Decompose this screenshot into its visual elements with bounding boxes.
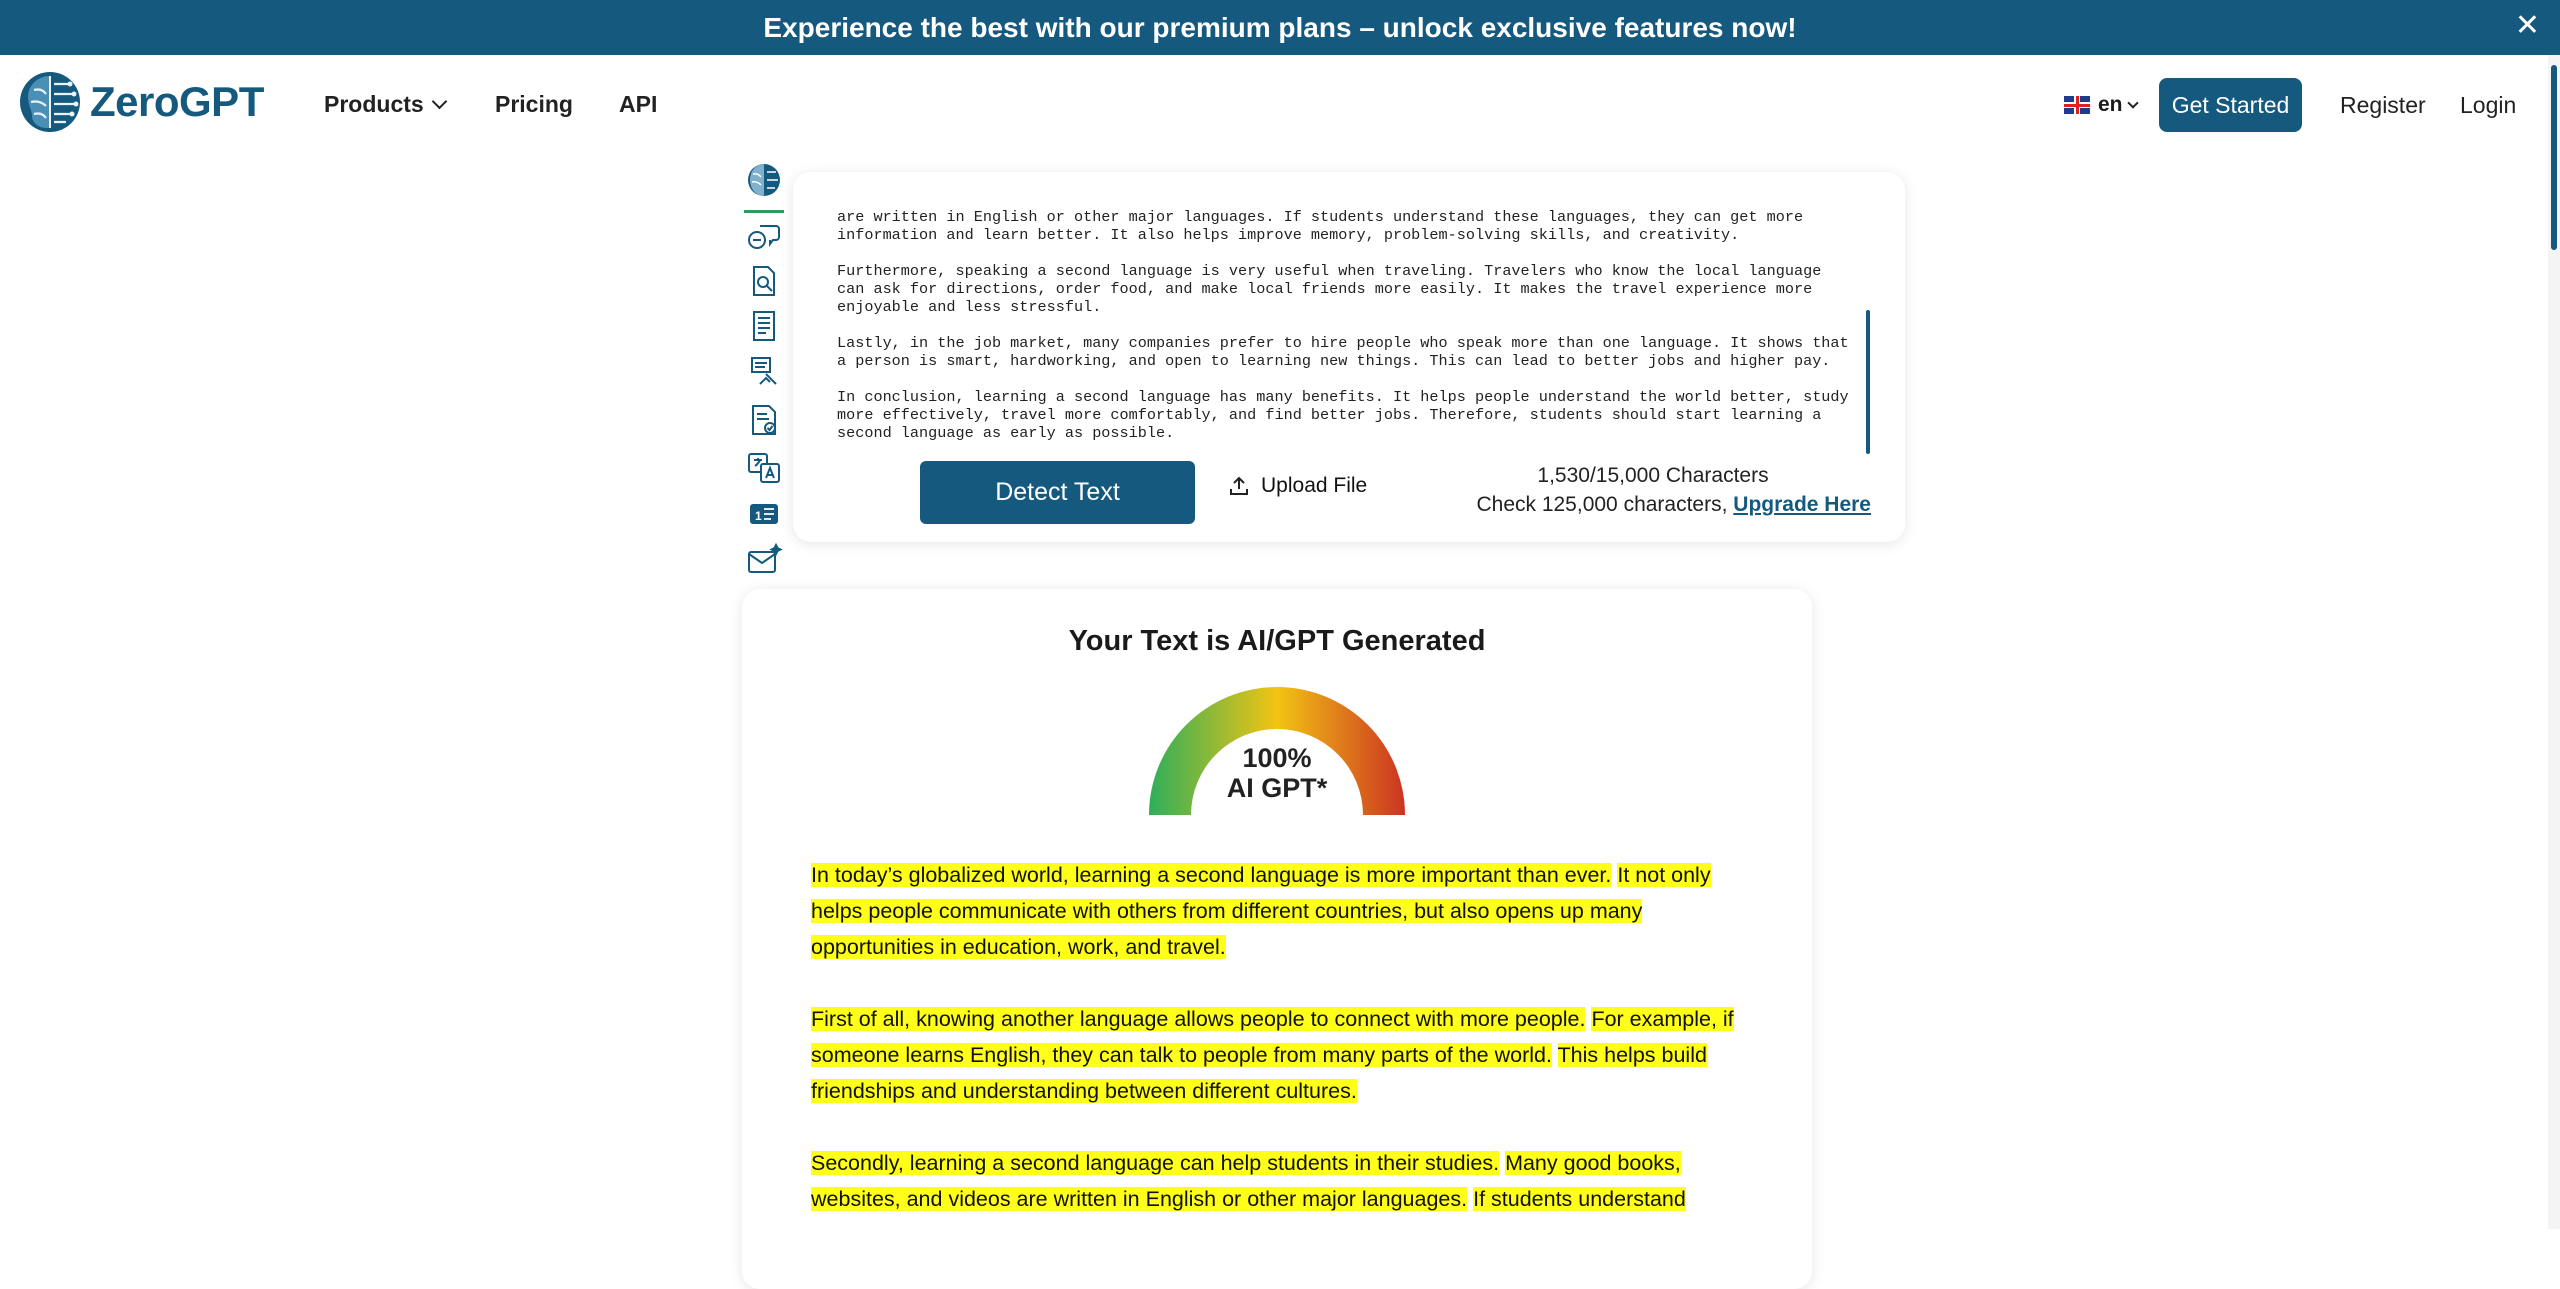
upload-file-button[interactable]	[1227, 474, 1367, 498]
input-paragraph: Lastly, in the job market, many companies prefer to hire people who speak more than one language. It shows that a person is smart, hardworking, and open to learning new things. This can lead to better jobs and higher pay.	[837, 334, 1849, 370]
result-card	[742, 589, 1812, 1289]
upgrade-link[interactable]: Upgrade Here	[1733, 493, 1871, 516]
svg-text:1: 1	[755, 509, 762, 523]
ai-highlighted-sentence: First of all, knowing another language allows people to connect with more people.	[811, 1007, 1586, 1031]
text-input-card	[793, 172, 1905, 542]
nav-api[interactable]: API	[619, 91, 658, 117]
ai-highlighted-sentence: If students understand	[1473, 1187, 1686, 1211]
character-count: 1,530/15,000 Characters	[1537, 464, 1769, 487]
tool-rail	[744, 160, 786, 590]
get-started-button[interactable]: Get Started	[2159, 78, 2302, 132]
chevron-down-icon	[431, 94, 447, 110]
nav-pricing[interactable]: Pricing	[495, 91, 573, 117]
word-counter-icon[interactable]	[746, 496, 782, 532]
input-paragraph: Furthermore, speaking a second language is very useful when traveling. Travelers who know the local language can ask for directions, order food, and make local friends more easily. It makes the travel experience more enjoyable and less stressful.	[837, 262, 1822, 316]
input-paragraph: are written in English or other major languages. If students understand these languages, they can get more information and learn better. It also helps improve memory, problem-solving skills, and creativity.	[837, 208, 1804, 244]
promo-banner-text[interactable]: Experience the best with our premium plans – unlock exclusive features now!	[763, 12, 1797, 43]
translate-icon[interactable]	[746, 450, 782, 486]
page-scrollbar[interactable]	[2548, 55, 2560, 1229]
text-input-scrollbar[interactable]	[1866, 310, 1870, 454]
ai-highlighted-sentence: Many good books, websites, and videos are written in English or other major languages.	[811, 1151, 1681, 1211]
chevron-down-icon	[2127, 97, 2138, 108]
text-input-area[interactable]	[837, 208, 1853, 442]
ai-highlighted-sentence: For example, if someone learns English, they can talk to people from many parts of the world.	[811, 1007, 1734, 1067]
logo[interactable]	[18, 70, 264, 134]
input-paragraph: In conclusion, learning a second language has many benefits. It helps people understand the world better, study more effectively, travel more comfortably, and find better jobs. Therefore, students should start learning a second language as early as possible.	[837, 388, 1849, 442]
upgrade-notice-text: Check 125,000 characters,	[1476, 493, 1734, 516]
ai-label: AI GPT*	[1226, 773, 1328, 803]
result-paragraph	[811, 1001, 1741, 1109]
ai-highlighted-sentence: This helps build friendships and understanding between different cultures.	[811, 1043, 1707, 1103]
email-writer-icon[interactable]	[746, 542, 782, 578]
nav-products[interactable]	[324, 91, 445, 118]
doc-search-icon[interactable]	[746, 263, 782, 299]
ai-detector-icon[interactable]	[746, 162, 782, 198]
page-scrollbar-thumb[interactable]	[2551, 65, 2557, 250]
result-title: Your Text is AI/GPT Generated	[1068, 625, 1486, 657]
close-icon[interactable]: ✕	[2514, 9, 2540, 42]
nav-products-label: Products	[324, 91, 424, 117]
ai-highlighted-sentence: It not only helps people communicate with others from different countries, but also opens up many opportunities in education, work, and travel.	[811, 863, 1711, 959]
top-navigation	[0, 55, 2548, 155]
highlighted-result-text	[811, 857, 1741, 1253]
brain-logo-icon	[18, 70, 82, 134]
chat-icon[interactable]	[746, 218, 782, 254]
summarizer-icon[interactable]	[746, 354, 782, 390]
promo-banner	[0, 0, 2560, 55]
uk-flag-icon	[2064, 96, 2090, 114]
brand-name: ZeroGPT	[90, 78, 264, 125]
grammar-check-icon[interactable]	[746, 402, 782, 438]
detect-text-button[interactable]: Detect Text	[920, 461, 1195, 524]
upload-file-label: Upload File	[1261, 474, 1368, 497]
result-paragraph	[811, 1145, 1741, 1217]
language-code: en	[2098, 93, 2123, 116]
report-icon[interactable]	[746, 308, 782, 344]
upgrade-notice	[1471, 493, 1871, 517]
result-paragraph	[811, 857, 1741, 965]
ai-percentage: 100%	[1242, 743, 1312, 773]
active-tool-indicator	[744, 210, 784, 213]
login-link[interactable]: Login	[2460, 92, 2517, 118]
ai-highlighted-sentence: In today’s globalized world, learning a second language is more important than ever.	[811, 863, 1612, 887]
upload-icon	[1227, 474, 1251, 498]
register-link[interactable]: Register	[2340, 92, 2426, 118]
ai-highlighted-sentence: Secondly, learning a second language can help students in their studies.	[811, 1151, 1500, 1175]
language-selector[interactable]	[2064, 93, 2137, 117]
